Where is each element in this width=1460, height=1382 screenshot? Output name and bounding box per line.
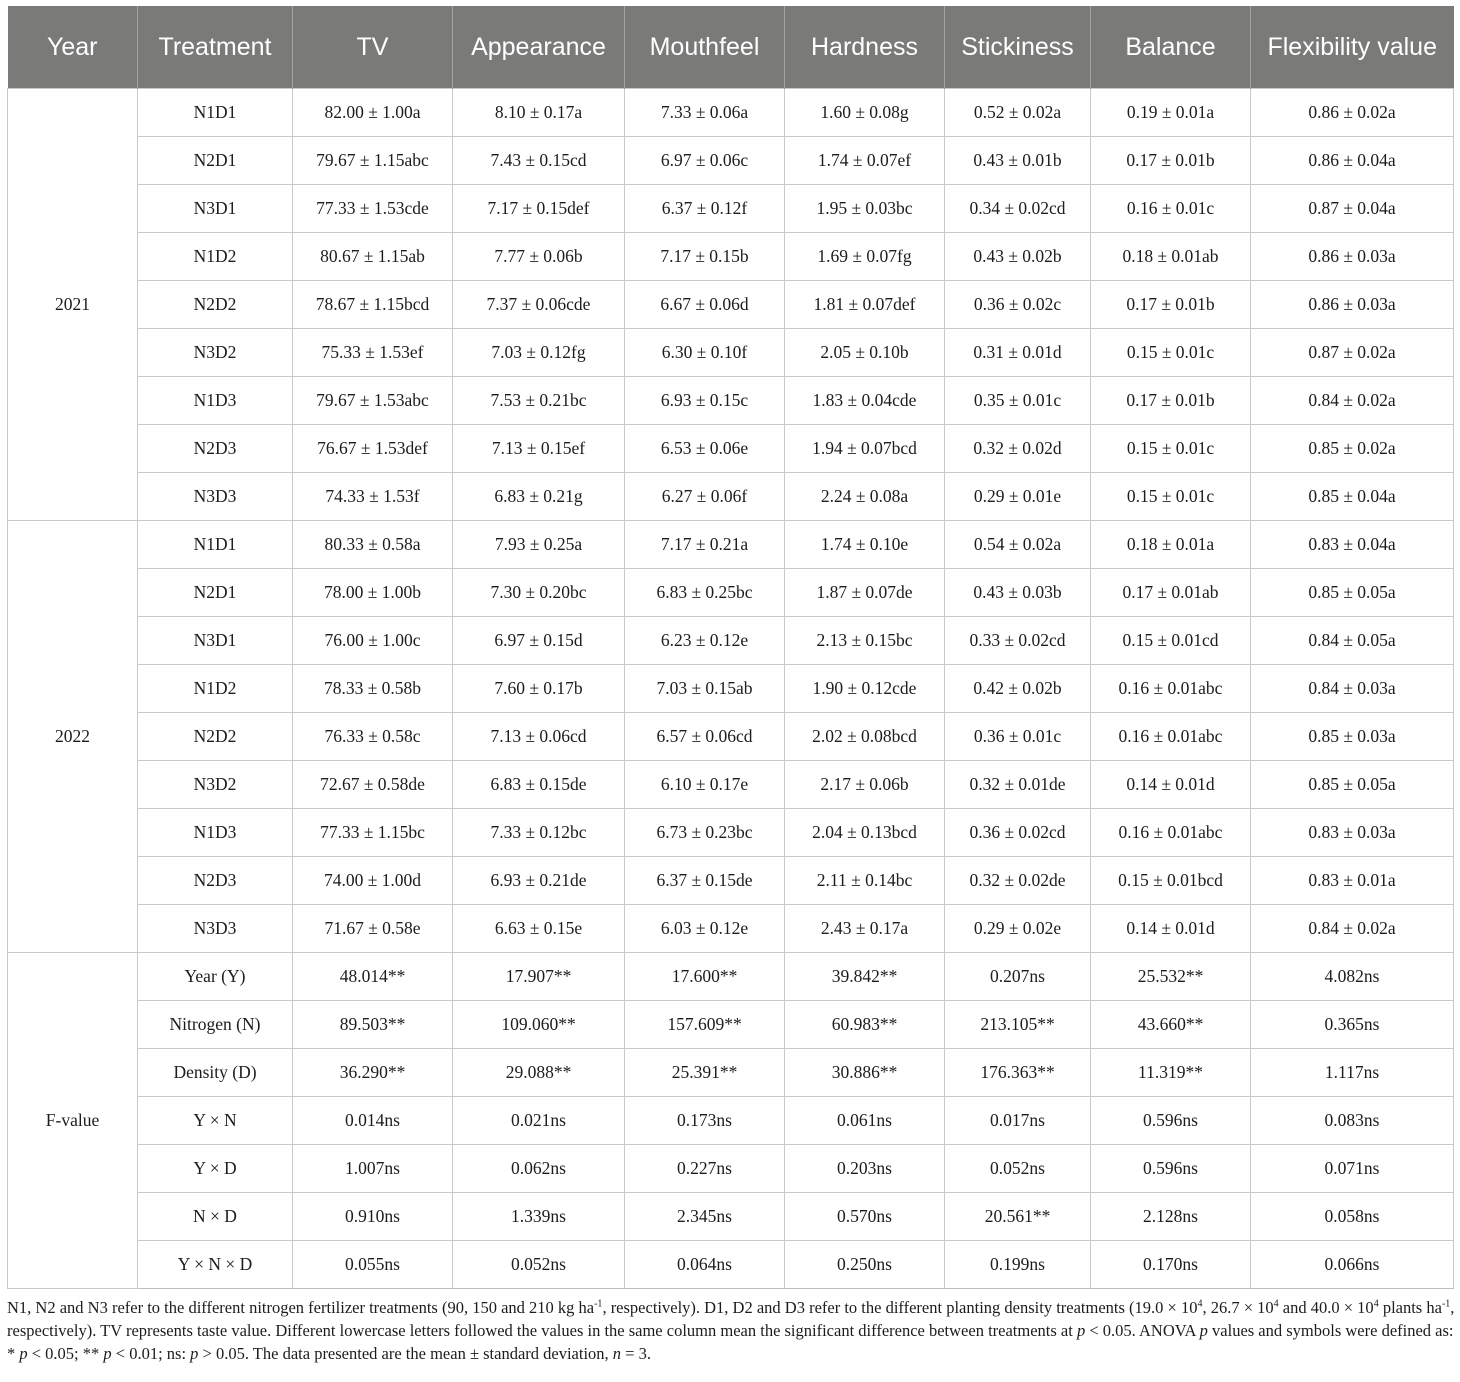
table-cell: 7.03 ± 0.12fg (453, 329, 625, 377)
table-row (8, 1193, 1454, 1241)
footnote-sup: -1 (1441, 1298, 1451, 1310)
table-cell: 0.85 ± 0.04a (1251, 473, 1454, 521)
table-cell: 7.43 ± 0.15cd (453, 137, 625, 185)
table-row (8, 377, 1454, 425)
footnote-italic: p (19, 1344, 28, 1363)
column-header: Treatment (138, 6, 293, 89)
table-cell: 213.105** (945, 1001, 1091, 1049)
footnote-text: < 0.01; ns: (111, 1344, 191, 1363)
table-footnote (7, 1296, 1455, 1365)
table-cell: 78.33 ± 0.58b (293, 665, 453, 713)
table-cell: 76.67 ± 1.53def (293, 425, 453, 473)
table-cell: 0.596ns (1091, 1097, 1251, 1145)
table-cell: 0.061ns (785, 1097, 945, 1145)
table-cell: 2.11 ± 0.14bc (785, 857, 945, 905)
table-row (8, 617, 1454, 665)
table-cell: 1.83 ± 0.04cde (785, 377, 945, 425)
table-row (8, 137, 1454, 185)
table-cell: 0.83 ± 0.04a (1251, 521, 1454, 569)
table-cell: 7.30 ± 0.20bc (453, 569, 625, 617)
table-cell: 76.33 ± 0.58c (293, 713, 453, 761)
column-header: Balance (1091, 6, 1251, 89)
table-cell: 0.86 ± 0.03a (1251, 233, 1454, 281)
treatment-cell: Y × N (138, 1097, 293, 1145)
table-cell: 6.23 ± 0.12e (625, 617, 785, 665)
column-header: Year (8, 6, 138, 89)
table-cell: 0.43 ± 0.03b (945, 569, 1091, 617)
table-cell: 1.69 ± 0.07fg (785, 233, 945, 281)
table-cell: 0.86 ± 0.02a (1251, 89, 1454, 137)
table-cell: 2.05 ± 0.10b (785, 329, 945, 377)
table-cell: 25.532** (1091, 953, 1251, 1001)
table-cell: 0.83 ± 0.03a (1251, 809, 1454, 857)
table-cell: 6.10 ± 0.17e (625, 761, 785, 809)
table-cell: 17.907** (453, 953, 625, 1001)
table-row (8, 425, 1454, 473)
table-cell: 1.007ns (293, 1145, 453, 1193)
table-cell: 176.363** (945, 1049, 1091, 1097)
table-cell: 71.67 ± 0.58e (293, 905, 453, 953)
table-cell: 1.90 ± 0.12cde (785, 665, 945, 713)
treatment-cell: Nitrogen (N) (138, 1001, 293, 1049)
footnote-sup: -1 (594, 1298, 603, 1310)
table-cell: 0.365ns (1251, 1001, 1454, 1049)
table-cell: 74.33 ± 1.53f (293, 473, 453, 521)
table-cell: 0.17 ± 0.01b (1091, 281, 1251, 329)
row-group-label: 2022 (8, 521, 138, 953)
table-cell: 0.29 ± 0.02e (945, 905, 1091, 953)
table-cell: 0.43 ± 0.02b (945, 233, 1091, 281)
treatment-cell: N2D3 (138, 857, 293, 905)
table-cell: 2.43 ± 0.17a (785, 905, 945, 953)
footnote-text: and 40.0 × 10 (1278, 1298, 1374, 1317)
footnote-text: , respectively). D1, D2 and D3 refer to the different planting density treatments (19.0 × 10 (602, 1298, 1198, 1317)
table-cell: 29.088** (453, 1049, 625, 1097)
treatment-cell: N3D2 (138, 761, 293, 809)
table-cell: 0.021ns (453, 1097, 625, 1145)
table-cell: 109.060** (453, 1001, 625, 1049)
table-cell: 7.77 ± 0.06b (453, 233, 625, 281)
table-row (8, 185, 1454, 233)
column-header: Appearance (453, 6, 625, 89)
table-cell: 1.74 ± 0.10e (785, 521, 945, 569)
table-cell: 0.52 ± 0.02a (945, 89, 1091, 137)
table-cell: 0.36 ± 0.01c (945, 713, 1091, 761)
table-cell: 77.33 ± 1.53cde (293, 185, 453, 233)
table-cell: 1.60 ± 0.08g (785, 89, 945, 137)
table-cell: 60.983** (785, 1001, 945, 1049)
column-header: Hardness (785, 6, 945, 89)
table-cell: 0.15 ± 0.01cd (1091, 617, 1251, 665)
table-row (8, 1001, 1454, 1049)
table-cell: 0.15 ± 0.01c (1091, 473, 1251, 521)
table-cell: 0.17 ± 0.01b (1091, 137, 1251, 185)
treatment-cell: N1D2 (138, 233, 293, 281)
table-cell: 6.93 ± 0.15c (625, 377, 785, 425)
footnote-italic: p (1199, 1321, 1208, 1340)
table-cell: 0.910ns (293, 1193, 453, 1241)
footnote-italic: p (1076, 1321, 1086, 1340)
treatment-cell: N1D2 (138, 665, 293, 713)
table-cell: 0.85 ± 0.02a (1251, 425, 1454, 473)
table-cell: 6.97 ± 0.06c (625, 137, 785, 185)
table-row (8, 905, 1454, 953)
table-cell: 7.03 ± 0.15ab (625, 665, 785, 713)
table-cell: 4.082ns (1251, 953, 1454, 1001)
table-cell: 0.84 ± 0.03a (1251, 665, 1454, 713)
table-cell: 0.87 ± 0.02a (1251, 329, 1454, 377)
table-cell: 48.014** (293, 953, 453, 1001)
table-cell: 0.055ns (293, 1241, 453, 1289)
table-cell: 0.84 ± 0.02a (1251, 377, 1454, 425)
table-cell: 0.85 ± 0.03a (1251, 713, 1454, 761)
table-cell: 0.16 ± 0.01abc (1091, 809, 1251, 857)
table-cell: 1.94 ± 0.07bcd (785, 425, 945, 473)
table-row (8, 809, 1454, 857)
table-row (8, 857, 1454, 905)
treatment-cell: Y × D (138, 1145, 293, 1193)
footnote-text: < 0.05; ** (27, 1344, 104, 1363)
table-cell: 0.85 ± 0.05a (1251, 569, 1454, 617)
footnote-sup: 4 (1273, 1298, 1279, 1310)
column-header: Stickiness (945, 6, 1091, 89)
table-cell: 0.83 ± 0.01a (1251, 857, 1454, 905)
table-cell: 36.290** (293, 1049, 453, 1097)
table-cell: 7.93 ± 0.25a (453, 521, 625, 569)
table-cell: 2.04 ± 0.13bcd (785, 809, 945, 857)
table-row (8, 281, 1454, 329)
table-cell: 0.18 ± 0.01a (1091, 521, 1251, 569)
table-cell: 157.609** (625, 1001, 785, 1049)
row-group-label: 2021 (8, 89, 138, 521)
table-cell: 0.15 ± 0.01c (1091, 425, 1251, 473)
table-cell: 7.13 ± 0.15ef (453, 425, 625, 473)
table-cell: 2.02 ± 0.08bcd (785, 713, 945, 761)
table-row (8, 233, 1454, 281)
table-cell: 0.15 ± 0.01bcd (1091, 857, 1251, 905)
table-cell: 6.53 ± 0.06e (625, 425, 785, 473)
treatment-cell: N1D1 (138, 521, 293, 569)
table-cell: 0.052ns (945, 1145, 1091, 1193)
table-cell: 7.13 ± 0.06cd (453, 713, 625, 761)
table-cell: 72.67 ± 0.58de (293, 761, 453, 809)
table-cell: 8.10 ± 0.17a (453, 89, 625, 137)
table-cell: 78.00 ± 1.00b (293, 569, 453, 617)
table-cell: 30.886** (785, 1049, 945, 1097)
table-cell: 0.203ns (785, 1145, 945, 1193)
footnote-text: > 0.05. The data presented are the mean ± standard deviation, (198, 1344, 613, 1363)
table-cell: 39.842** (785, 953, 945, 1001)
table-cell: 6.30 ± 0.10f (625, 329, 785, 377)
results-table (7, 6, 1454, 1289)
table-cell: 0.170ns (1091, 1241, 1251, 1289)
table-cell: 0.14 ± 0.01d (1091, 905, 1251, 953)
table-cell: 7.33 ± 0.12bc (453, 809, 625, 857)
table-cell: 6.83 ± 0.15de (453, 761, 625, 809)
table-row (8, 1097, 1454, 1145)
treatment-cell: N2D3 (138, 425, 293, 473)
column-header: Flexibility value (1251, 6, 1454, 89)
treatment-cell: Year (Y) (138, 953, 293, 1001)
table-cell: 2.24 ± 0.08a (785, 473, 945, 521)
table-cell: 2.13 ± 0.15bc (785, 617, 945, 665)
table-cell: 0.84 ± 0.02a (1251, 905, 1454, 953)
table-cell: 7.33 ± 0.06a (625, 89, 785, 137)
column-header: TV (293, 6, 453, 89)
table-cell: 0.16 ± 0.01abc (1091, 713, 1251, 761)
table-cell: 0.84 ± 0.05a (1251, 617, 1454, 665)
table-cell: 7.17 ± 0.15def (453, 185, 625, 233)
table-cell: 0.250ns (785, 1241, 945, 1289)
table-cell: 7.17 ± 0.21a (625, 521, 785, 569)
treatment-cell: N2D1 (138, 569, 293, 617)
table-cell: 7.60 ± 0.17b (453, 665, 625, 713)
treatment-cell: Density (D) (138, 1049, 293, 1097)
table-cell: 6.37 ± 0.15de (625, 857, 785, 905)
table-cell: 0.36 ± 0.02cd (945, 809, 1091, 857)
table-row (8, 521, 1454, 569)
table-cell: 0.207ns (945, 953, 1091, 1001)
treatment-cell: N1D3 (138, 377, 293, 425)
table-cell: 6.93 ± 0.21de (453, 857, 625, 905)
table-cell: 1.74 ± 0.07ef (785, 137, 945, 185)
treatment-cell: N2D1 (138, 137, 293, 185)
table-cell: 0.34 ± 0.02cd (945, 185, 1091, 233)
table-cell: 0.85 ± 0.05a (1251, 761, 1454, 809)
table-cell: 80.67 ± 1.15ab (293, 233, 453, 281)
treatment-cell: N3D1 (138, 185, 293, 233)
table-body (8, 89, 1454, 1289)
treatment-cell: N1D1 (138, 89, 293, 137)
table-cell: 6.83 ± 0.25bc (625, 569, 785, 617)
table-cell: 0.32 ± 0.02de (945, 857, 1091, 905)
table-cell: 0.062ns (453, 1145, 625, 1193)
table-row (8, 761, 1454, 809)
table-cell: 0.058ns (1251, 1193, 1454, 1241)
table-cell: 0.43 ± 0.01b (945, 137, 1091, 185)
table-cell: 6.57 ± 0.06cd (625, 713, 785, 761)
table-cell: 0.071ns (1251, 1145, 1454, 1193)
table-cell: 2.128ns (1091, 1193, 1251, 1241)
treatment-cell: N2D2 (138, 713, 293, 761)
table-cell: 0.066ns (1251, 1241, 1454, 1289)
treatment-cell: N3D3 (138, 473, 293, 521)
table-cell: 43.660** (1091, 1001, 1251, 1049)
table-cell: 80.33 ± 0.58a (293, 521, 453, 569)
table-cell: 20.561** (945, 1193, 1091, 1241)
footnote-text: , respectively). TV represents taste value. Different lowercase letters followed the values in the same column mean the significant difference between treatments at (7, 1298, 1455, 1340)
table-cell: 11.319** (1091, 1049, 1251, 1097)
table-cell: 6.63 ± 0.15e (453, 905, 625, 953)
table-cell: 6.83 ± 0.21g (453, 473, 625, 521)
footnote-text: < 0.05. ANOVA (1085, 1321, 1200, 1340)
table-cell: 0.87 ± 0.04a (1251, 185, 1454, 233)
footnote-italic: p (190, 1344, 199, 1363)
table-row (8, 473, 1454, 521)
table-cell: 6.73 ± 0.23bc (625, 809, 785, 857)
table-cell: 2.17 ± 0.06b (785, 761, 945, 809)
row-group-label: F-value (8, 953, 138, 1289)
table-cell: 78.67 ± 1.15bcd (293, 281, 453, 329)
table-cell: 0.32 ± 0.01de (945, 761, 1091, 809)
table-cell: 0.16 ± 0.01c (1091, 185, 1251, 233)
table-cell: 82.00 ± 1.00a (293, 89, 453, 137)
table-row (8, 1145, 1454, 1193)
column-header: Mouthfeel (625, 6, 785, 89)
table-cell: 25.391** (625, 1049, 785, 1097)
table-cell: 89.503** (293, 1001, 453, 1049)
table-cell: 1.339ns (453, 1193, 625, 1241)
table-cell: 1.95 ± 0.03bc (785, 185, 945, 233)
table-cell: 6.67 ± 0.06d (625, 281, 785, 329)
table-cell: 0.29 ± 0.01e (945, 473, 1091, 521)
table-cell: 79.67 ± 1.53abc (293, 377, 453, 425)
table-cell: 0.014ns (293, 1097, 453, 1145)
table-cell: 0.017ns (945, 1097, 1091, 1145)
table-cell: 7.37 ± 0.06cde (453, 281, 625, 329)
table-cell: 7.17 ± 0.15b (625, 233, 785, 281)
table-cell: 0.064ns (625, 1241, 785, 1289)
table-cell: 0.14 ± 0.01d (1091, 761, 1251, 809)
table-cell: 0.32 ± 0.02d (945, 425, 1091, 473)
table-row (8, 89, 1454, 137)
table-cell: 0.199ns (945, 1241, 1091, 1289)
table-cell: 1.87 ± 0.07de (785, 569, 945, 617)
table-cell: 0.86 ± 0.03a (1251, 281, 1454, 329)
table-cell: 7.53 ± 0.21bc (453, 377, 625, 425)
table-row (8, 713, 1454, 761)
table-cell: 0.33 ± 0.02cd (945, 617, 1091, 665)
table-row (8, 665, 1454, 713)
treatment-cell: N3D1 (138, 617, 293, 665)
table-cell: 75.33 ± 1.53ef (293, 329, 453, 377)
table-cell: 77.33 ± 1.15bc (293, 809, 453, 857)
table-row (8, 953, 1454, 1001)
table-cell: 6.37 ± 0.12f (625, 185, 785, 233)
table-cell: 0.173ns (625, 1097, 785, 1145)
table-cell: 0.35 ± 0.01c (945, 377, 1091, 425)
treatment-cell: N3D3 (138, 905, 293, 953)
footnote-text: = 3. (621, 1344, 651, 1363)
table-cell: 0.18 ± 0.01ab (1091, 233, 1251, 281)
table-row (8, 1241, 1454, 1289)
footnote-italic: p (103, 1344, 112, 1363)
table-cell: 0.570ns (785, 1193, 945, 1241)
treatment-cell: N1D3 (138, 809, 293, 857)
treatment-cell: N3D2 (138, 329, 293, 377)
table-cell: 1.117ns (1251, 1049, 1454, 1097)
table-cell: 0.42 ± 0.02b (945, 665, 1091, 713)
table-cell: 0.227ns (625, 1145, 785, 1193)
table-cell: 6.03 ± 0.12e (625, 905, 785, 953)
header-row (8, 6, 1454, 89)
table-cell: 6.97 ± 0.15d (453, 617, 625, 665)
treatment-cell: Y × N × D (138, 1241, 293, 1289)
table-cell: 2.345ns (625, 1193, 785, 1241)
table-cell: 0.17 ± 0.01b (1091, 377, 1251, 425)
table-cell: 79.67 ± 1.15abc (293, 137, 453, 185)
footnote-text: values and symbols were defined as: * (7, 1321, 1454, 1363)
footnote-sup: 4 (1197, 1298, 1203, 1310)
table-row (8, 1049, 1454, 1097)
table-row (8, 569, 1454, 617)
table-cell: 1.81 ± 0.07def (785, 281, 945, 329)
table-cell: 0.36 ± 0.02c (945, 281, 1091, 329)
table-row (8, 329, 1454, 377)
table-cell: 17.600** (625, 953, 785, 1001)
table-cell: 0.17 ± 0.01ab (1091, 569, 1251, 617)
table-cell: 0.052ns (453, 1241, 625, 1289)
table-cell: 0.19 ± 0.01a (1091, 89, 1251, 137)
table-cell: 0.596ns (1091, 1145, 1251, 1193)
table-cell: 6.27 ± 0.06f (625, 473, 785, 521)
footnote-text: , 26.7 × 10 (1202, 1298, 1274, 1317)
footnote-sup: 4 (1373, 1298, 1379, 1310)
table-cell: 0.86 ± 0.04a (1251, 137, 1454, 185)
treatment-cell: N2D2 (138, 281, 293, 329)
footnote-text: plants ha (1378, 1298, 1442, 1317)
table-container (7, 6, 1453, 1289)
table-cell: 0.54 ± 0.02a (945, 521, 1091, 569)
table-cell: 0.31 ± 0.01d (945, 329, 1091, 377)
footnote-italic: n (612, 1344, 622, 1363)
table-cell: 76.00 ± 1.00c (293, 617, 453, 665)
table-cell: 0.16 ± 0.01abc (1091, 665, 1251, 713)
table-cell: 0.083ns (1251, 1097, 1454, 1145)
footnote-text: N1, N2 and N3 refer to the different nitrogen fertilizer treatments (90, 150 and 210 kg ha (7, 1298, 595, 1317)
table-cell: 74.00 ± 1.00d (293, 857, 453, 905)
treatment-cell: N × D (138, 1193, 293, 1241)
table-cell: 0.15 ± 0.01c (1091, 329, 1251, 377)
